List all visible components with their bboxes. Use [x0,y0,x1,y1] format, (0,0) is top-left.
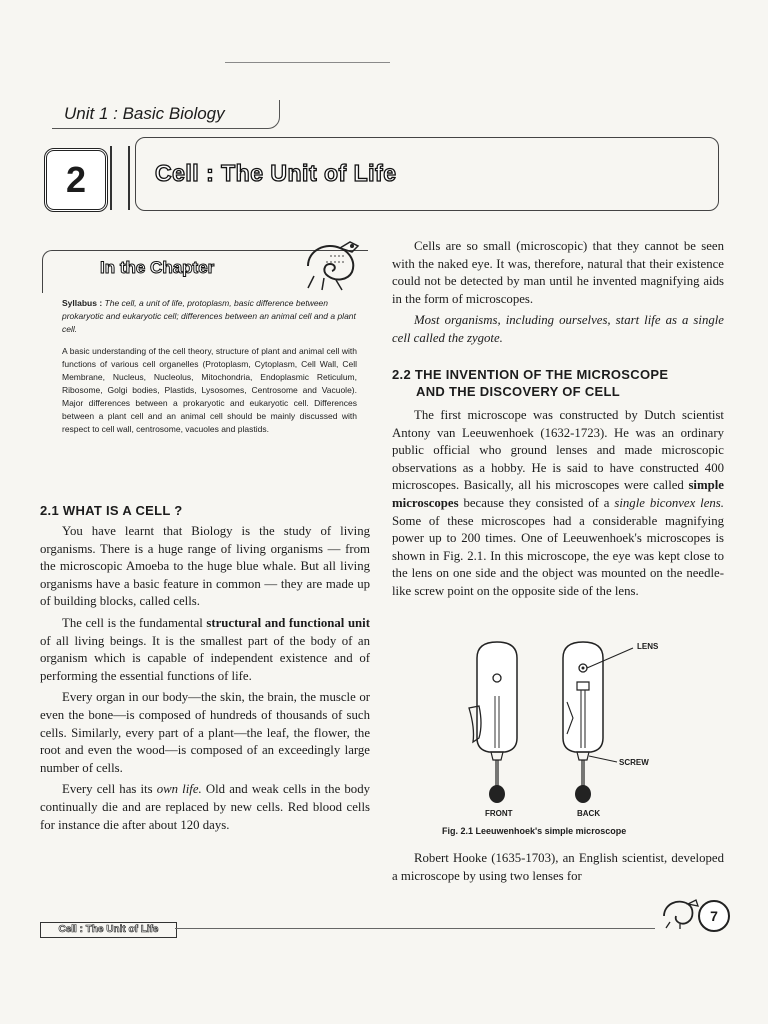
front-label: FRONT [485,809,513,818]
chapter-number: 2 [44,148,108,212]
figure-caption: Fig. 2.1 Leeuwenhoek's simple microscope [442,826,627,836]
microscope-figure [455,638,705,823]
in-the-chapter-title: In the Chapter [100,258,215,277]
screw-label: SCREW [619,758,649,767]
screw-pointer [589,756,617,762]
back-label: BACK [577,809,601,818]
paragraph: The first microscope was constructed by Dutch scientist Antony van Leeuwenhoek (1632-1723). He was an ordinary public official who ground lenses and made microscopic observations as a hobby. He is said to have constructed 400 microscopes. Basically, all his microscopes were called simple microscopes because they consisted of a single biconvex lens. Some of these microscopes had a considerable magnifying power up to 200 times. One of Leeuwenhoek's microscopes is shown in Fig. 2.1. In this microscope, the eye was kept close to the lens on one side and the object was mounted on the needle-like screw point on the opposite side of the lens. [392,408,724,598]
right-intro [392,238,724,348]
syllabus-label: Syllabus : [62,298,103,308]
section-2-1-heading: 2.1 WHAT IS A CELL ? [40,503,183,518]
chapter-details: A basic understanding of the cell theory, structure of plant and animal cell with functions of various cell organelles (Protoplasm, Cytoplasm, Cell Wall, Cell Membrane, Nucleus, Nucleolus, Mitochondria, Endoplasmic Reticulum, Ribosome, Golgi bodies, Plastids, Lysosomes, Centrosome and Vacuole). Major differences between a prokaryotic and eukaryotic cell. Differences between a plant cell and an animal cell should be mainly discussed with respect to cell wall, centrosome, vacuoles and plastids. [62,346,357,434]
paragraph: Robert Hooke (1635-1703), an English scientist, developed a microscope by using two lenses for [392,851,724,883]
microscope-back-drawing [563,642,603,803]
section-2-1-body [40,523,370,834]
section-2-2-heading: 2.2 THE INVENTION OF THE MICROSCOPE AND THE DISCOVERY OF CELL [392,367,669,399]
chapter-title: Cell : The Unit of Life [155,160,397,186]
top-rule [225,62,390,63]
paragraph: Most organisms, including ourselves, start life as a single cell called the zygote. [392,313,724,345]
paragraph: Every organ in our body—the skin, the brain, the muscle or even the bone—is composed of hundreds of thousands of such cells. Similarly, every part of a plant—the leaf, the flower, the root and even the wood—is composed of an exceedingly large number of cells. [40,690,370,775]
paragraph: The cell is the fundamental structural and functional unit of all living beings. It is the smallest part of the body of an organism which is capable of independent existence and of performing the essential functions of life. [40,615,370,683]
unit-label: Unit 1 : Basic Biology [52,100,280,129]
paragraph: Every cell has its own life. Old and weak cells in the body continually die and are replaced by new cells. Red blood cells for instance die after about 120 days. [40,782,370,832]
chapter-divider [110,146,130,210]
lens-label: LENS [637,642,659,651]
paragraph: Cells are so small (microscopic) that they cannot be seen with the naked eye. It was, therefore, natural that their existence could not be detected by man until he invented magnifying aids in the form of microscopes. [392,239,724,306]
footer-chapter-label: Cell : The Unit of Life [40,922,177,938]
chameleon-icon [300,236,370,292]
section-2-2-continued [392,850,724,885]
syllabus-text [62,297,357,336]
chameleon-footer-icon [660,896,700,930]
footer-rule [175,928,655,929]
syllabus-body: The cell, a unit of life, protoplasm, basic difference between prokaryotic and eukaryotic cell; differences between an animal cell and a plant cell. [62,298,356,334]
section-2-2-body [392,407,724,601]
paragraph: You have learnt that Biology is the study of living organisms. There is a huge range of living organisms — from the microscopic Amoeba to the huge blue whale. But all living organisms have a basic feature in common — they are made up of building blocks, called cells. [40,524,370,609]
page-number: 7 [698,900,730,932]
microscope-front-drawing [469,642,517,803]
